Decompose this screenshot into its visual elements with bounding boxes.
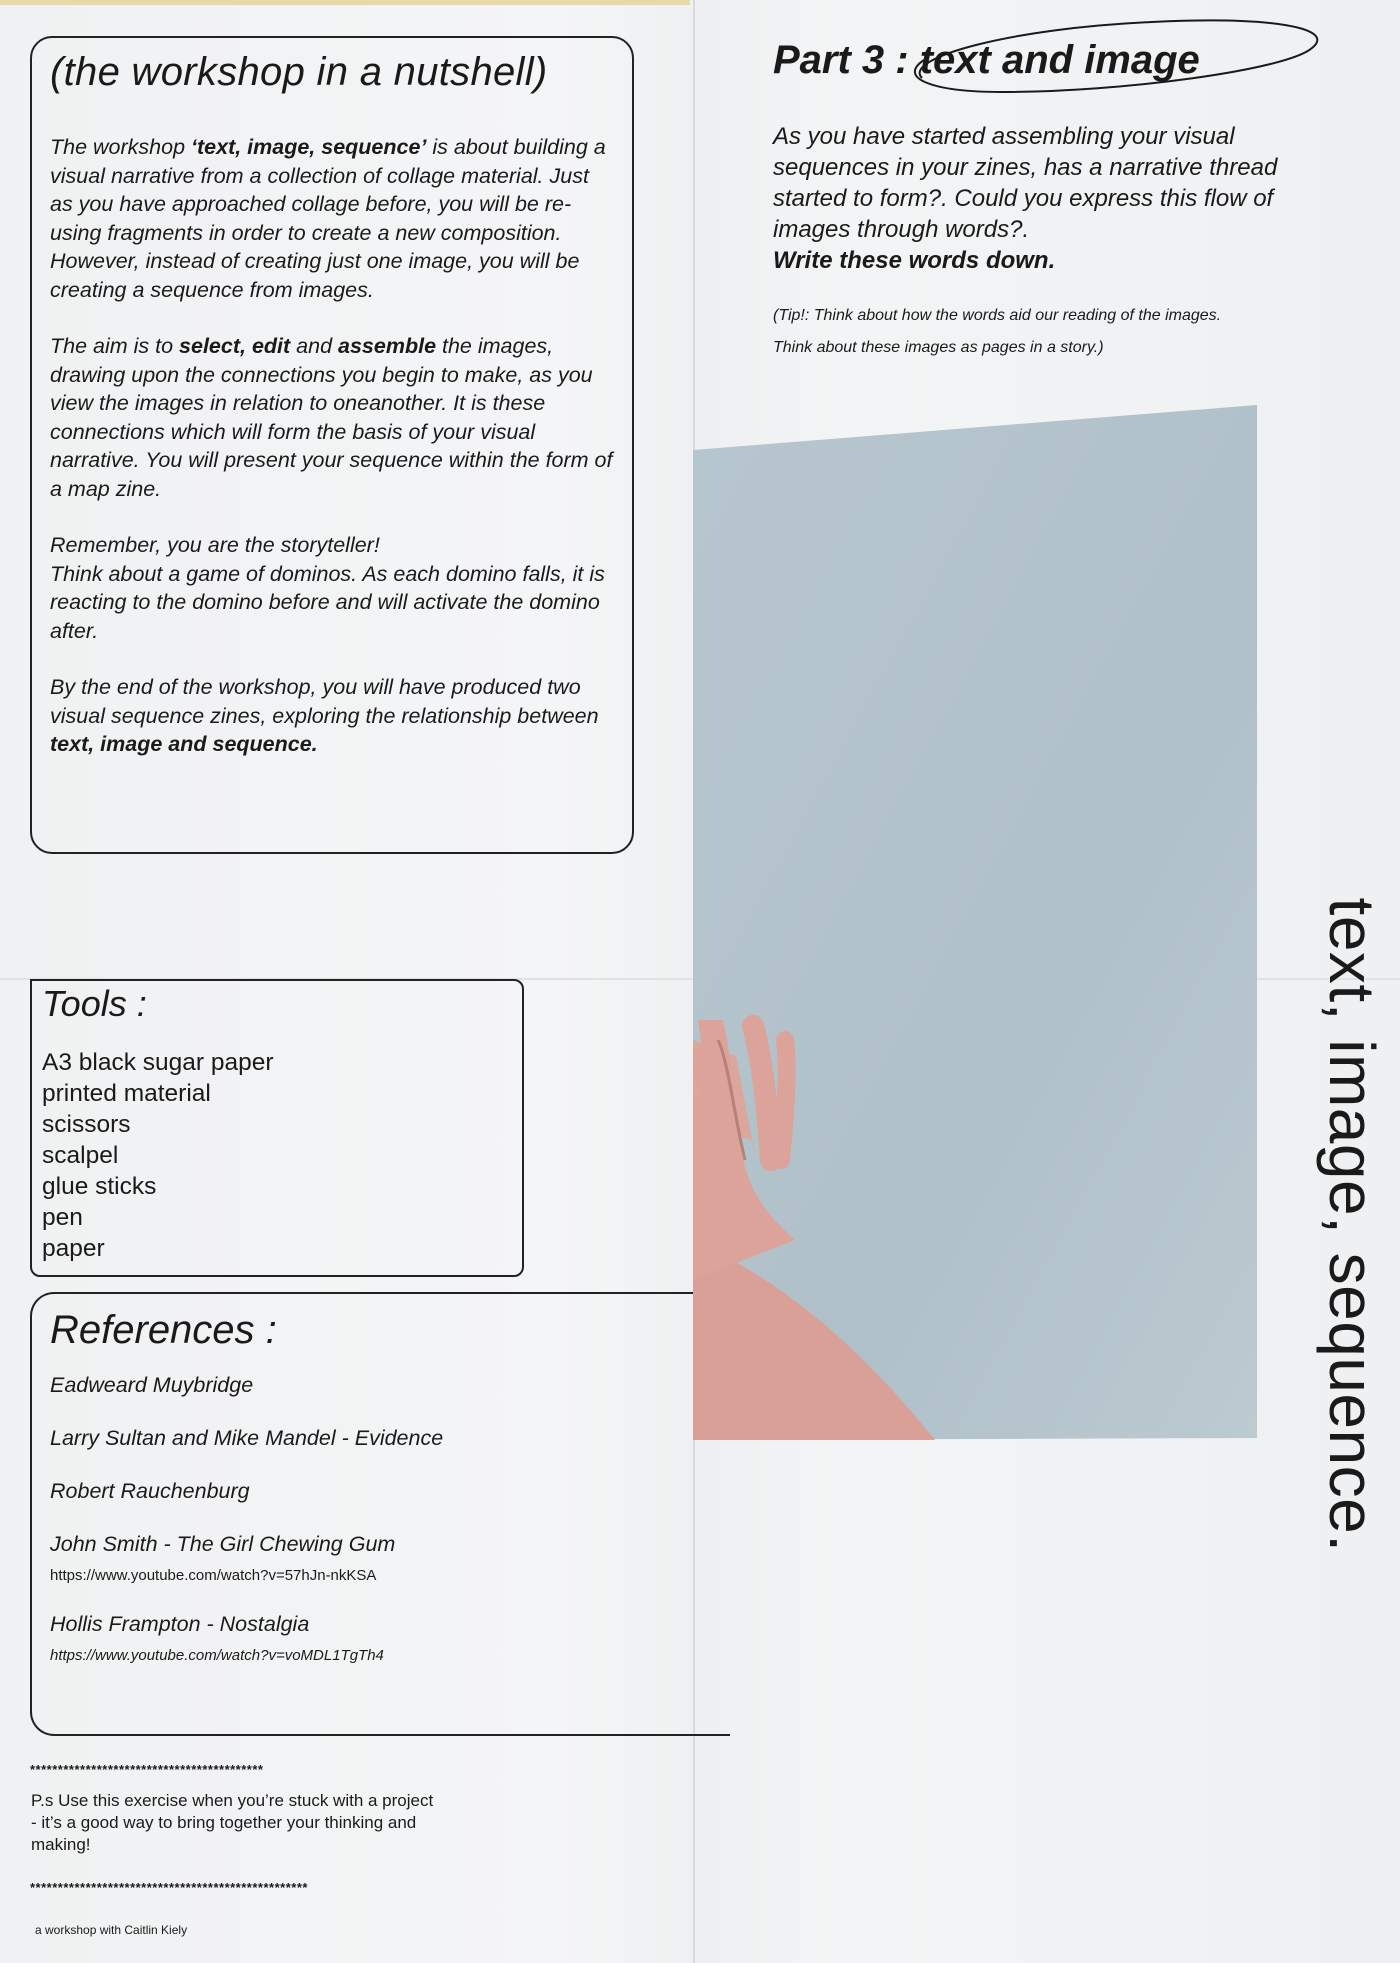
tools-box	[30, 979, 524, 1277]
star-divider: **************************************************	[30, 1880, 308, 1895]
list-item: scissors	[42, 1111, 131, 1138]
reference-title: John Smith - The Girl Chewing Gum	[50, 1532, 396, 1556]
nutshell-para-2	[50, 332, 614, 503]
p2-text-a: The aim is to	[50, 334, 180, 358]
reference-url[interactable]: https://www.youtube.com/watch?v=voMDL1TgTh4	[50, 1647, 384, 1664]
tools-list	[42, 1047, 512, 1264]
p2-text-c: and	[290, 334, 339, 358]
p4-text-a: By the end of the workshop, you will have produced two visual sequence zines, exploring the relationship between	[50, 675, 599, 728]
p2-bold-assemble: assemble	[338, 334, 437, 358]
list-item: scalpel	[42, 1142, 119, 1169]
p3-text-a: Remember, you are the storyteller!	[50, 533, 380, 557]
p1-text-a: The workshop	[50, 135, 192, 159]
p2-text-e: the images, drawing upon the connections you begin to make, as you view the images in relation to oneanother. It is these connections which will form the basis of your visual narrative. You will present your sequence within the form of a map zine.	[50, 334, 613, 501]
tip-line-2: Think about these images as pages in a story.)	[773, 339, 1104, 356]
hand-collage-photo	[693, 400, 1293, 1440]
list-item: paper	[42, 1235, 105, 1262]
reference-item	[50, 1612, 712, 1664]
star-divider: ******************************************	[30, 1762, 264, 1777]
nutshell-para-3	[50, 531, 614, 645]
tools-title: Tools :	[42, 983, 147, 1024]
p1-text-d: However, instead of creating just one image, you will be creating a sequence from images.	[50, 249, 580, 302]
nutshell-body	[50, 133, 614, 759]
nutshell-title: (the workshop in a nutshell)	[50, 50, 548, 94]
p2-bold-select: select, edit	[179, 334, 291, 358]
tip-line-1: (Tip!: Think about how the words aid our reading of the images.	[773, 307, 1222, 324]
tape-strip	[0, 0, 690, 5]
part3-tip	[773, 300, 1333, 364]
reference-url[interactable]: https://www.youtube.com/watch?v=57hJn-nkKSA	[50, 1567, 377, 1584]
p4-bold: text, image and sequence.	[50, 732, 318, 756]
nutshell-box	[30, 36, 634, 854]
reference-item	[50, 1532, 712, 1584]
references-box	[30, 1292, 730, 1736]
part3-intro-text: As you have started assembling your visual sequences in your zines, has a narrative thread started to form?. Could you express this flow of images through words?.	[773, 123, 1278, 243]
list-item: pen	[42, 1204, 83, 1231]
ps-note: P.s Use this exercise when you’re stuck with a project - it’s a good way to bring together your thinking and making!	[31, 1791, 434, 1854]
part3-section	[773, 38, 1333, 364]
nutshell-para-1	[50, 133, 614, 304]
references-title: References :	[50, 1308, 277, 1352]
reference-item: Robert Rauchenburg	[50, 1479, 250, 1503]
vertical-title: text, image, sequence.	[1316, 897, 1388, 1553]
p3-text-b: Think about a game of dominos. As each domino falls, it is reacting to the domino before and will activate the domino after.	[50, 561, 605, 643]
list-item: printed material	[42, 1080, 211, 1107]
list-item: glue sticks	[42, 1173, 157, 1200]
reference-item: Eadweard Muybridge	[50, 1373, 254, 1397]
credit-line: a workshop with Caitlin Kiely	[35, 1923, 188, 1937]
p1-text-c: is about building a visual narrative from a collection of collage material. Just as you have approached collage before, you will be re-using fragments in order to create a new composition.	[50, 135, 606, 245]
list-item: A3 black sugar paper	[42, 1049, 274, 1076]
reference-title: Hollis Frampton - Nostalgia	[50, 1612, 310, 1636]
part3-instruction: Write these words down.	[773, 247, 1056, 274]
nutshell-para-4	[50, 673, 614, 759]
reference-item: Larry Sultan and Mike Mandel - Evidence	[50, 1426, 444, 1450]
p1-bold: ‘text, image, sequence’	[191, 135, 427, 159]
part3-intro	[773, 121, 1333, 276]
part3-title: Part 3 : text and image	[773, 38, 1200, 82]
